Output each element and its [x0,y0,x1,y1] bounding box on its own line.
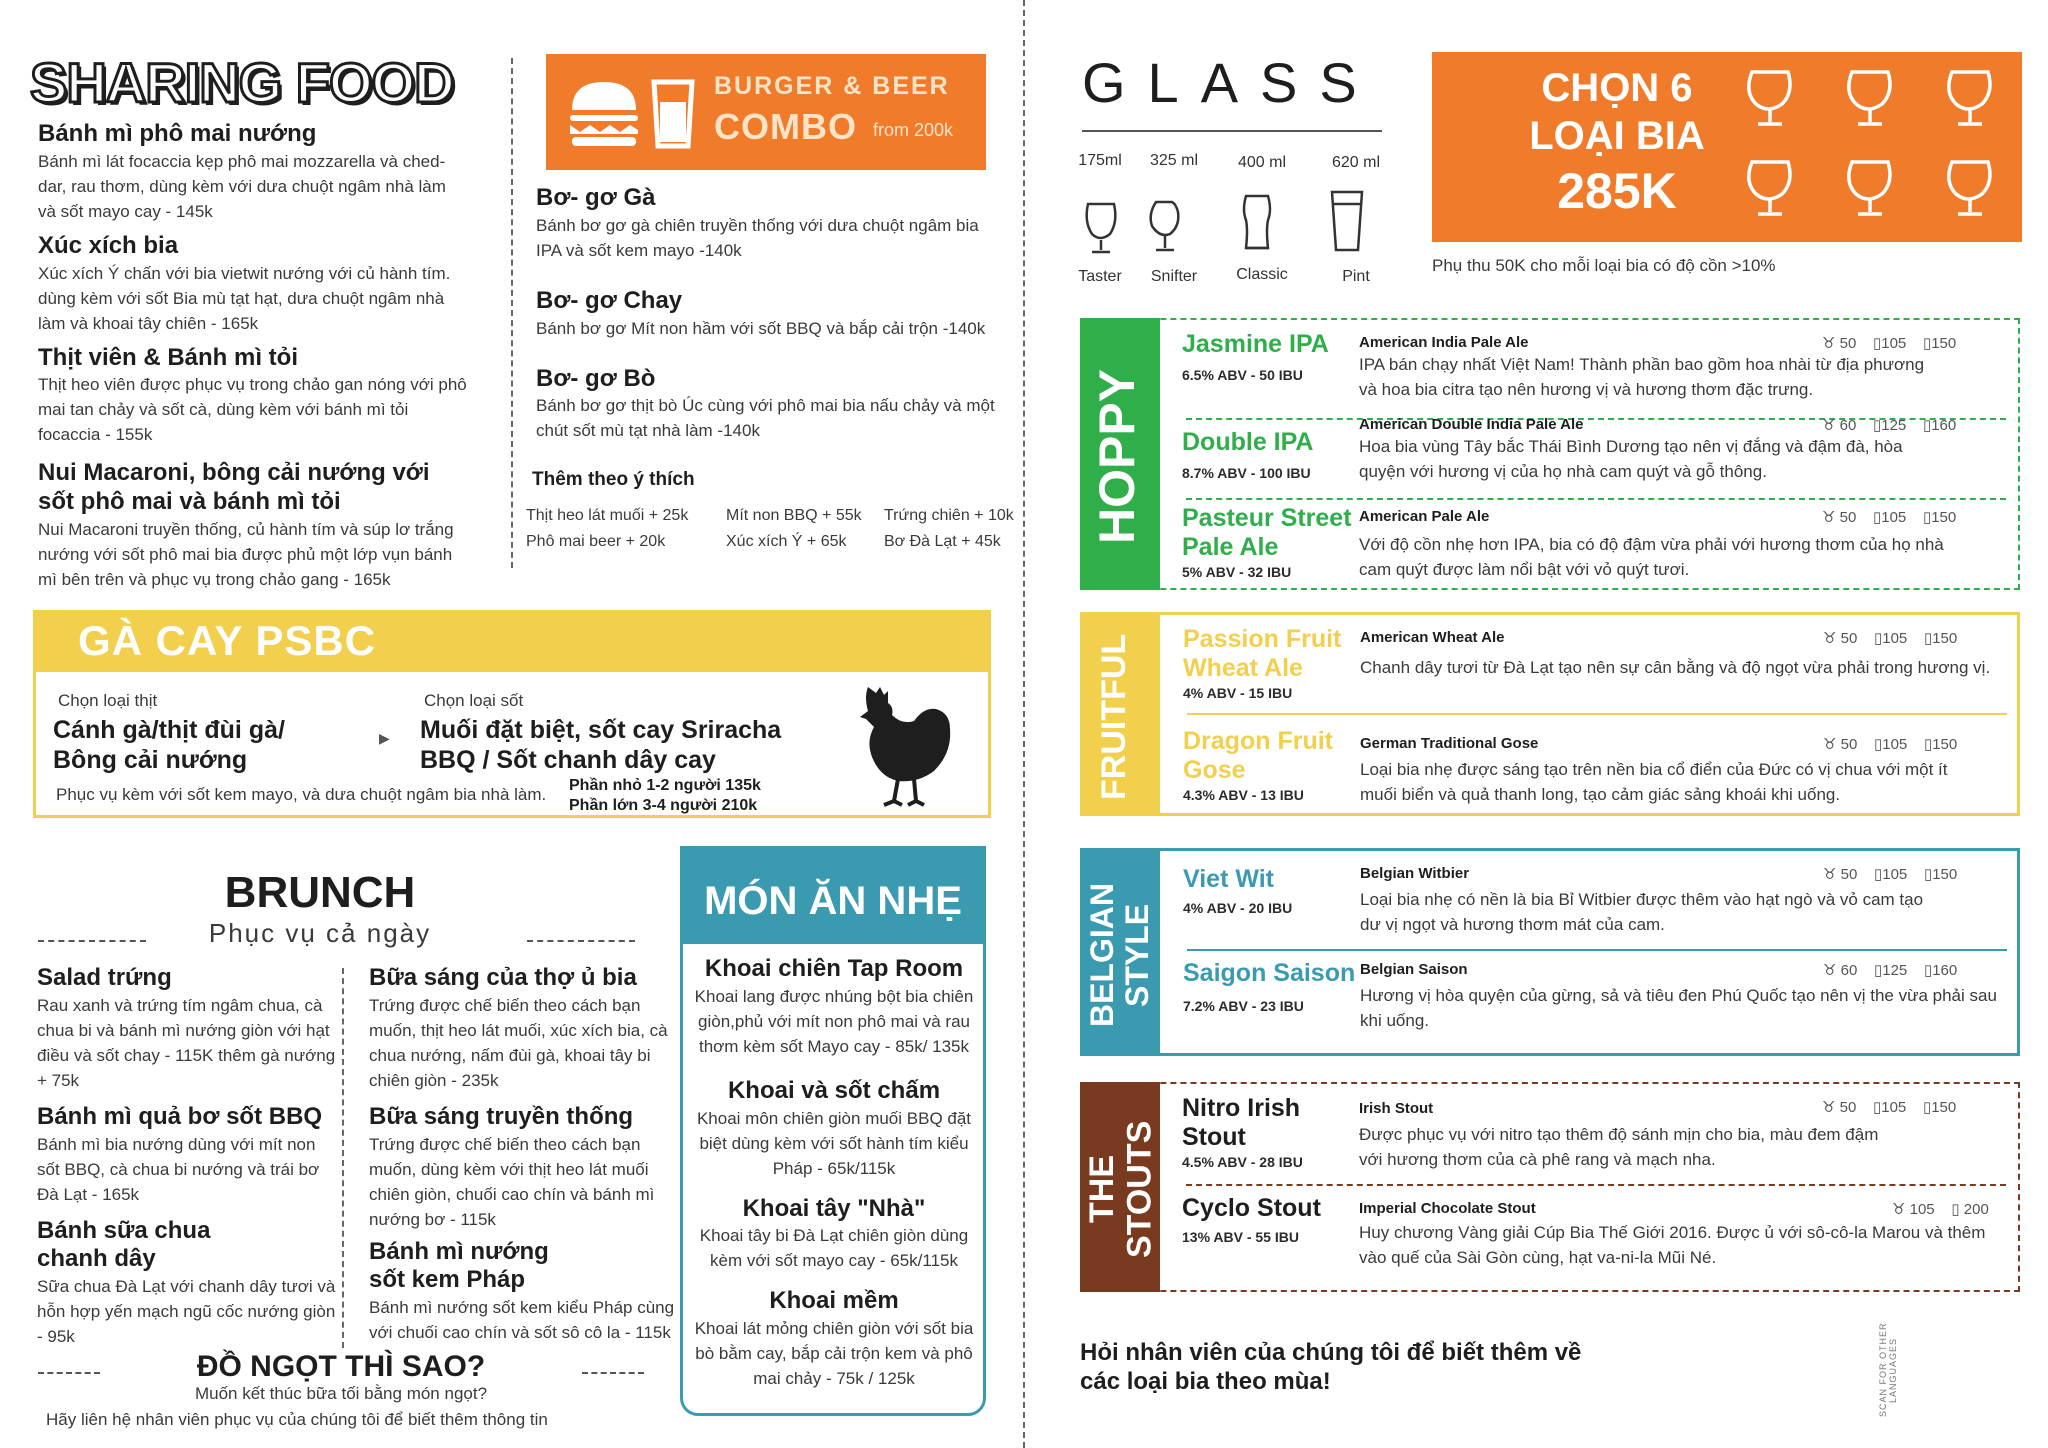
beer-price: 50 [1839,1099,1857,1116]
mon-item-name: Khoai và sốt chấm [727,1076,941,1104]
extra-item: Xúc xích Ý + 65k [726,533,847,550]
beer-price: 150 [1931,509,1957,526]
beer-price: 50 [1840,866,1858,883]
divider-brunch [342,968,344,1348]
beer-name: Nitro Irish Stout [1182,1094,1301,1151]
beer-desc: Hoa bia vùng Tây bắc Thái Bình Dương tạo nên vị đắng và đậm đà, hòa quyện với hương vị của họ nhà cam quýt và gỗ thông. [1359,437,1903,481]
beer-desc: Hương vị hòa quyện của gừng, sả và tiêu đen Phú Quốc tạo nên vị the vừa phải sau khi uống. [1360,986,1997,1030]
beer-price: 105 [1882,630,1908,647]
brunch-right-list [369,964,679,1345]
sharing-item-name: Nui Macaroni, bông cải nướng với sốt phô mai và bánh mì tỏi [38,459,430,516]
extras-title: Thêm theo ý thích [532,469,695,490]
sharing-title: SHARING FOOD [30,51,454,114]
taster-glass-icon: ♉︎ [1822,417,1836,434]
ga-sauce-label: Chọn loại sốt [424,691,524,710]
combo-item [536,365,1006,444]
beer-item [1182,416,1313,481]
brunch-subtitle: Phục vụ cả ngày [208,918,432,948]
beer-style: German Traditional Gose [1360,735,1539,752]
mon-box [680,846,986,1416]
mon-item-desc: Khoai tây bi Đà Lạt chiên giòn dùng kèm với sốt mayo cay - 65k/115k [699,1226,969,1271]
beer-divider [1186,498,2006,500]
combo-item-name: Bơ- gơ Gà [536,184,656,211]
brunch-item [369,1238,679,1346]
pint-glass-icon: ▯ [1922,509,1932,526]
glass-name: Pint [1342,268,1370,285]
combo-item-desc: Bánh bơ gơ thịt bò Úc cùng với phô mai bia nấu chảy và một chút sốt mù tạt nhà làm -140k [536,396,995,441]
section-hoppy [1080,318,2020,590]
beer-divider [1187,713,2007,715]
brunch-rule-left [38,940,146,942]
mon-item-name: Khoai mềm [769,1287,899,1315]
glass-name: Snifter [1150,268,1198,285]
sharing-item [38,344,468,448]
beer-abv: 8.7% ABV - 100 IBU [1182,464,1311,481]
taster-glass-icon [1087,204,1116,252]
brunch-title: BRUNCH [224,868,416,917]
sharing-item-name: Bánh mì phô mai nướng [38,120,317,147]
combo-item-desc: Bánh bơ gơ gà chiên truyền thống với dưa chuột ngâm bia IPA và sốt kem mayo -140k [536,215,979,260]
section-label: BELGIAN STYLE [1084,883,1156,1027]
beer-item [1183,959,1355,1014]
beer-style: American Pale Ale [1359,508,1490,525]
beer-price: 200 [1963,1201,1989,1218]
beer-price-row [1892,1200,1989,1218]
beer-name: Double IPA [1182,428,1314,456]
brunch-left-list [37,964,337,1349]
beer-price: 150 [1931,335,1957,352]
ga-box [33,610,991,818]
classic-glass-icon: ▯ [1872,335,1882,352]
beer-price: 105 [1881,335,1907,352]
sharing-list [38,120,468,592]
glass-size: 175ml [1078,152,1122,169]
pint-glass-icon: ▯ [1922,335,1932,352]
beer-style: Irish Stout [1359,1100,1434,1117]
dessert-rule-left [38,1372,100,1374]
beer-price: 60 [1840,962,1858,979]
dessert-rule-right [582,1372,644,1374]
beer-divider [1187,949,2007,951]
beer-name: Pasteur Street Pale Ale [1182,504,1352,561]
brunch-item-name: Bữa sáng của thợ ủ bia [369,964,637,991]
brunch-item-desc: Trứng được chế biến theo cách bạn muốn, dùng kèm với thịt heo lát muối chiên giòn, chuối cao chín và bánh mì nướng bơ - 115k [369,1134,655,1229]
mon-item-desc: Khoai môn chiên giòn muối BBQ đặt biệt dùng kèm với sốt hành tím kiểu Pháp - 65k/115k [696,1108,972,1178]
beer-price: 50 [1839,335,1857,352]
beer-desc: Được phục vụ với nitro tạo thêm độ sánh mịn cho bia, màu đem đậm với hương thơm của cà phê rang và mạch nha. [1359,1125,1879,1169]
beer-price-row [1822,416,1956,434]
arrow-right-icon: ▶ [379,731,390,747]
brunch-item [369,964,679,1093]
sharing-item-desc: Bánh mì lát focaccia kẹp phô mai mozzarella và ched-dar, rau thơm, dùng kèm với dưa chuột ngâm nhà làm và sốt mayo cay - 145k [38,151,446,221]
beer-abv: 4% ABV - 20 IBU [1183,899,1293,916]
fold-line [1023,0,1025,1448]
combo-line1: BURGER & BEER [714,72,950,100]
glass-size: 325 ml [1149,152,1199,169]
glass-size: 620 ml [1331,154,1381,171]
brunch-item-name: Bánh sữa chua chanh dây [37,1216,211,1273]
glass-rule [1082,130,1382,132]
pint-glass-icon: ▯ [1923,630,1933,647]
mon-item-desc: Khoai lát mỏng chiên giòn với sốt bia bò bằm cay, bắp cải trộn kem và phô mai chảy - 75k / 125k [694,1319,974,1389]
beer-item [1182,330,1329,383]
chon-price: 285K [1557,163,1677,219]
mon-item [691,955,977,1059]
combo-item-desc: Bánh bơ gơ Mít non hầm với sốt BBQ và bắp cải trộn -140k [536,318,986,338]
extra-item: Thịt heo lát muối + 25k [526,507,689,524]
ga-sauce-value: Muối đặt biệt, sốt cay Sriracha BBQ / Sốt chanh dây cay [420,716,782,774]
pint-glass-icon: ▯ [1922,1099,1932,1116]
combo-list [536,184,1006,443]
beer-price: 50 [1840,630,1858,647]
sharing-item [38,120,468,224]
glass-icons [1080,190,1400,270]
classic-glass-icon: ♉︎ [1892,1201,1906,1218]
glass-name: Classic [1236,266,1288,283]
mon-item [691,1195,977,1274]
brunch-item [37,1103,337,1207]
classic-glass-icon: ▯ [1872,417,1882,434]
beer-abv: 6.5% ABV - 50 IBU [1182,366,1303,383]
beer-item [1182,1094,1352,1170]
combo-item [536,287,1006,341]
beer-style: Belgian Witbier [1360,865,1470,882]
mon-item [691,1077,977,1181]
section-label: HOPPY [1089,368,1145,544]
classic-glass-icon [1244,196,1270,248]
beer-item [1183,625,1353,701]
sharing-item-desc: Xúc xích Ý chấn với bia vietwit nướng với củ hành tím. dùng kèm với sốt Bia mù tạt hạt, dưa chuột ngâm nhà làm và khoai tây chiên - 165k [38,263,451,333]
beer-price: 50 [1840,736,1858,753]
footer-ask: Hỏi nhân viên của chúng tôi để biết thêm về các loại bia theo mùa! [1080,1339,1582,1395]
beer-style: American India Pale Ale [1359,334,1529,351]
mon-list [691,955,977,1391]
beer-abv: 4.3% ABV - 13 IBU [1183,786,1304,803]
dessert-question: Muốn kết thúc bữa tối bằng món ngọt? [194,1384,488,1403]
sharing-item [38,459,468,592]
beer-item [1182,1194,1321,1245]
chon-note: Phụ thu 50K cho mỗi loại bia có độ cồn >10% [1432,256,1776,275]
combo-line2: COMBO [714,106,857,147]
brunch-item-desc: Sữa chua Đà Lạt với chanh dây tươi và hỗn hợp yến mạch ngũ cốc nướng giòn - 95k [37,1277,336,1347]
brunch-item-name: Salad trứng [37,964,172,991]
beer-desc: IPA bán chạy nhất Việt Nam! Thành phần bao gồm hoa nhài từ địa phương và hoa bia citra tạo nên hương vị và hương thơm đặc trưng. [1359,355,1925,399]
beer-item [1183,727,1353,803]
brunch-item-name: Bữa sáng truyền thống [369,1102,634,1130]
ga-note: Phục vụ kèm với sốt kem mayo, và dưa chuột ngâm bia nhà làm. [56,785,547,804]
classic-glass-icon: ▯ [1873,736,1883,753]
ga-meat-value: Cánh gà/thịt đùi gà/ Bông cải nướng [53,716,285,774]
beer-abv: 7.2% ABV - 23 IBU [1183,997,1304,1014]
beer-desc: Chanh dây tươi từ Đà Lạt tạo nên sự cân bằng và độ ngọt vừa phải trong hương vị. [1360,658,1991,677]
beer-price: 150 [1932,630,1958,647]
beer-price: 125 [1882,962,1908,979]
section-stouts [1080,1082,2020,1292]
beer-price: 50 [1839,509,1857,526]
brunch-rule-right [527,940,635,942]
mon-title: MÓN ĂN NHẸ [704,879,962,923]
beer-price: 125 [1881,417,1907,434]
taster-glass-icon: ♉︎ [1823,630,1837,647]
beer-price-row [1822,508,1956,526]
pint-glass-icon [1332,192,1362,250]
beer-price: 150 [1932,736,1958,753]
sharing-item-desc: Thịt heo viên được phục vụ trong chảo gan nóng với phô mai tan chảy và sốt cà, dùng kèm với bánh mì tỏi focaccia - 155k [38,375,467,445]
beer-price: 105 [1882,736,1908,753]
pint-glass-icon: ▯ [1923,736,1933,753]
extra-item: Bơ Đà Lạt + 45k [884,533,1001,550]
beer-price-row [1823,865,1957,883]
beer-price: 105 [1881,1099,1907,1116]
brunch-item [369,1103,679,1232]
glass-name: Taster [1078,268,1122,285]
combo-item [536,184,1006,263]
chicken-icon [854,683,954,808]
chon-box [1432,52,2022,242]
beer-price: 160 [1932,962,1958,979]
section-fruitful [1080,612,2020,816]
classic-glass-icon: ▯ [1873,630,1883,647]
beer-style: Belgian Saison [1360,961,1468,978]
beer-price-row [1823,961,1957,979]
beer-name: Cyclo Stout [1182,1194,1321,1222]
taster-glass-icon: ♉︎ [1823,866,1837,883]
brunch-item-name: Bánh mì nướng sốt kem Pháp [369,1237,549,1294]
classic-glass-icon: ▯ [1872,1099,1882,1116]
beer-abv: 5% ABV - 32 IBU [1182,563,1292,580]
brunch-item-desc: Rau xanh và trứng tím ngâm chua, cà chua bi và bánh mì nướng giòn với hạt điều và sốt chay - 115K thêm gà nướng + 75k [37,995,336,1090]
taster-glass-icon: ♉︎ [1822,335,1836,352]
beer-abv: 13% ABV - 55 IBU [1182,1228,1299,1245]
taster-glass-icon: ♉︎ [1823,962,1837,979]
section-belgian [1080,848,2020,1056]
classic-glass-icon: ▯ [1872,509,1882,526]
beer-desc: Với độ cồn nhẹ hơn IPA, bia có độ đậm vừa phải với hương thơm của họ nhà cam quýt được làm nổi bật với vỏ quýt tươi. [1359,535,1944,579]
ga-large: Phần lớn 3-4 người 210k [569,797,758,814]
sharing-item [38,232,468,336]
beer-price: 60 [1839,417,1857,434]
beer-price-row [1823,629,1957,647]
combo-from: from 200k [873,120,954,140]
beer-divider [1186,1184,2006,1186]
beer-price: 105 [1882,866,1908,883]
sharing-item-desc: Nui Macaroni truyền thống, củ hành tím và súp lơ trắng nướng với sốt phô mai bia được phủ một lớp vụn bánh mì bên trên và phục vụ trong chảo gang - 165k [38,519,454,589]
brunch-item [37,964,337,1093]
beer-price: 150 [1931,1099,1957,1116]
mon-item-desc: Khoai lang được nhúng bột bia chiên giòn,phủ với mít non phô mai và rau thơm kèm sốt Mayo cay - 85k/ 135k [694,986,974,1056]
beer-name: Passion Fruit Wheat Ale [1183,625,1342,682]
beer-name: Saigon Saison [1183,959,1356,987]
brunch-item-name: Bánh mì quả bơ sốt BBQ [37,1102,323,1130]
glass-size: 400 ml [1237,154,1287,171]
brunch-item-desc: Bánh mì bia nướng dùng với mít non sốt BBQ, cà chua bi nướng và trái bơ Đà Lạt - 165k [37,1134,320,1204]
taster-glass-icon: ♉︎ [1822,1099,1836,1116]
beer-price: 150 [1932,866,1958,883]
beer-name: Viet Wit [1183,865,1274,893]
glass-title: GLASS [1082,51,1379,114]
beer-style: Imperial Chocolate Stout [1359,1200,1536,1217]
section-label: FRUITFUL [1095,633,1133,801]
taster-glass-icon: ♉︎ [1822,509,1836,526]
classic-glass-icon: ▯ [1873,962,1883,979]
scan-note: SCAN FOR OTHER LANGUAGES [1878,1322,1898,1418]
chon-line2: LOẠI BIA [1529,114,1705,158]
beer-name: Dragon Fruit Gose [1183,727,1333,784]
extra-item: Trứng chiên + 10k [884,507,1014,524]
pint-glass-icon: ▯ [1922,417,1932,434]
snifter-glass-icon [1151,202,1179,250]
beer-price: 160 [1931,417,1957,434]
beer-desc: Huy chương Vàng giải Cúp Bia Thế Giới 2016. Được ủ với sô-cô-la Marou và thêm vào quế của Sài Gòn cùng, hạt va-ni-la Mũi Né. [1359,1223,1986,1267]
beer-name: Jasmine IPA [1182,330,1329,358]
pint-glass-icon: ▯ [1923,866,1933,883]
beer-style: American Wheat Ale [1360,629,1505,646]
burger-beer-icon [568,76,698,151]
beer-style: American Double India Pale Ale [1359,416,1584,433]
divider-sharing [511,58,513,568]
mon-item-name: Khoai chiên Tap Room [704,955,964,982]
combo-banner [546,54,986,170]
classic-glass-icon: ▯ [1873,866,1883,883]
beer-item [1182,504,1352,580]
brunch-item-desc: Bánh mì nướng sốt kem kiểu Pháp cùng với chuối cao chín và sốt sô cô la - 115k [369,1298,675,1343]
section-label: THE STOUTS [1083,1120,1159,1258]
beer-price-row [1822,334,1956,352]
beer-abv: 4.5% ABV - 28 IBU [1182,1153,1303,1170]
beer-price: 105 [1909,1201,1935,1218]
sharing-item-name: Xúc xích bia [38,231,179,259]
taster-glass-icon: ♉︎ [1823,736,1837,753]
beer-abv: 4% ABV - 15 IBU [1183,684,1293,701]
combo-item-name: Bơ- gơ Bò [536,364,656,392]
beer-price-row [1823,735,1957,753]
beer-desc: Loại bia nhẹ được sáng tạo trên nền bia cổ điển của Đức có vị chua với một ít muối biển và quả thanh long, tạo cảm giác sảng khoái khi uống. [1360,760,1948,804]
dessert-title: ĐỒ NGỌT THÌ SAO? [196,1350,486,1383]
ga-small: Phần nhỏ 1-2 người 135k [569,777,761,794]
mon-item-name: Khoai tây "Nhà" [742,1194,926,1222]
beer-price-row [1822,1098,1956,1116]
combo-item-name: Bơ- gơ Chay [536,286,683,314]
brunch-item-desc: Trứng được chế biến theo cách bạn muốn, thịt heo lát muối, xúc xích bia, cà chua nướng, nấm đùi gà, khoai tây bi chiên giòn - 235k [369,995,668,1090]
extra-item: Phô mai beer + 20k [526,533,666,550]
ga-title: GÀ CAY PSBC [78,617,377,664]
pint-glass-icon: ▯ [1923,962,1933,979]
ga-meat-label: Chọn loại thịt [58,691,158,710]
extra-item: Mít non BBQ + 55k [726,507,862,524]
beer-price: 105 [1881,509,1907,526]
brunch-item [37,1217,337,1350]
sharing-item-name: Thịt viên & Bánh mì tỏi [38,343,299,371]
mon-item [691,1287,977,1391]
chon-line1: CHỌN 6 [1541,66,1693,110]
dessert-note: Hãy liên hệ nhân viên phục vụ của chúng tôi để biết thêm thông tin [46,1410,548,1429]
pint-glass-icon: ▯ [1951,1201,1960,1218]
snifter-glasses-icon [1744,58,2014,234]
beer-item [1183,865,1292,916]
beer-desc: Loại bia nhẹ có nền là bia Bỉ Witbier được thêm vào hạt ngò và vỏ cam tạo dư vị ngọt và hương thơm mát của cam. [1360,890,1924,934]
